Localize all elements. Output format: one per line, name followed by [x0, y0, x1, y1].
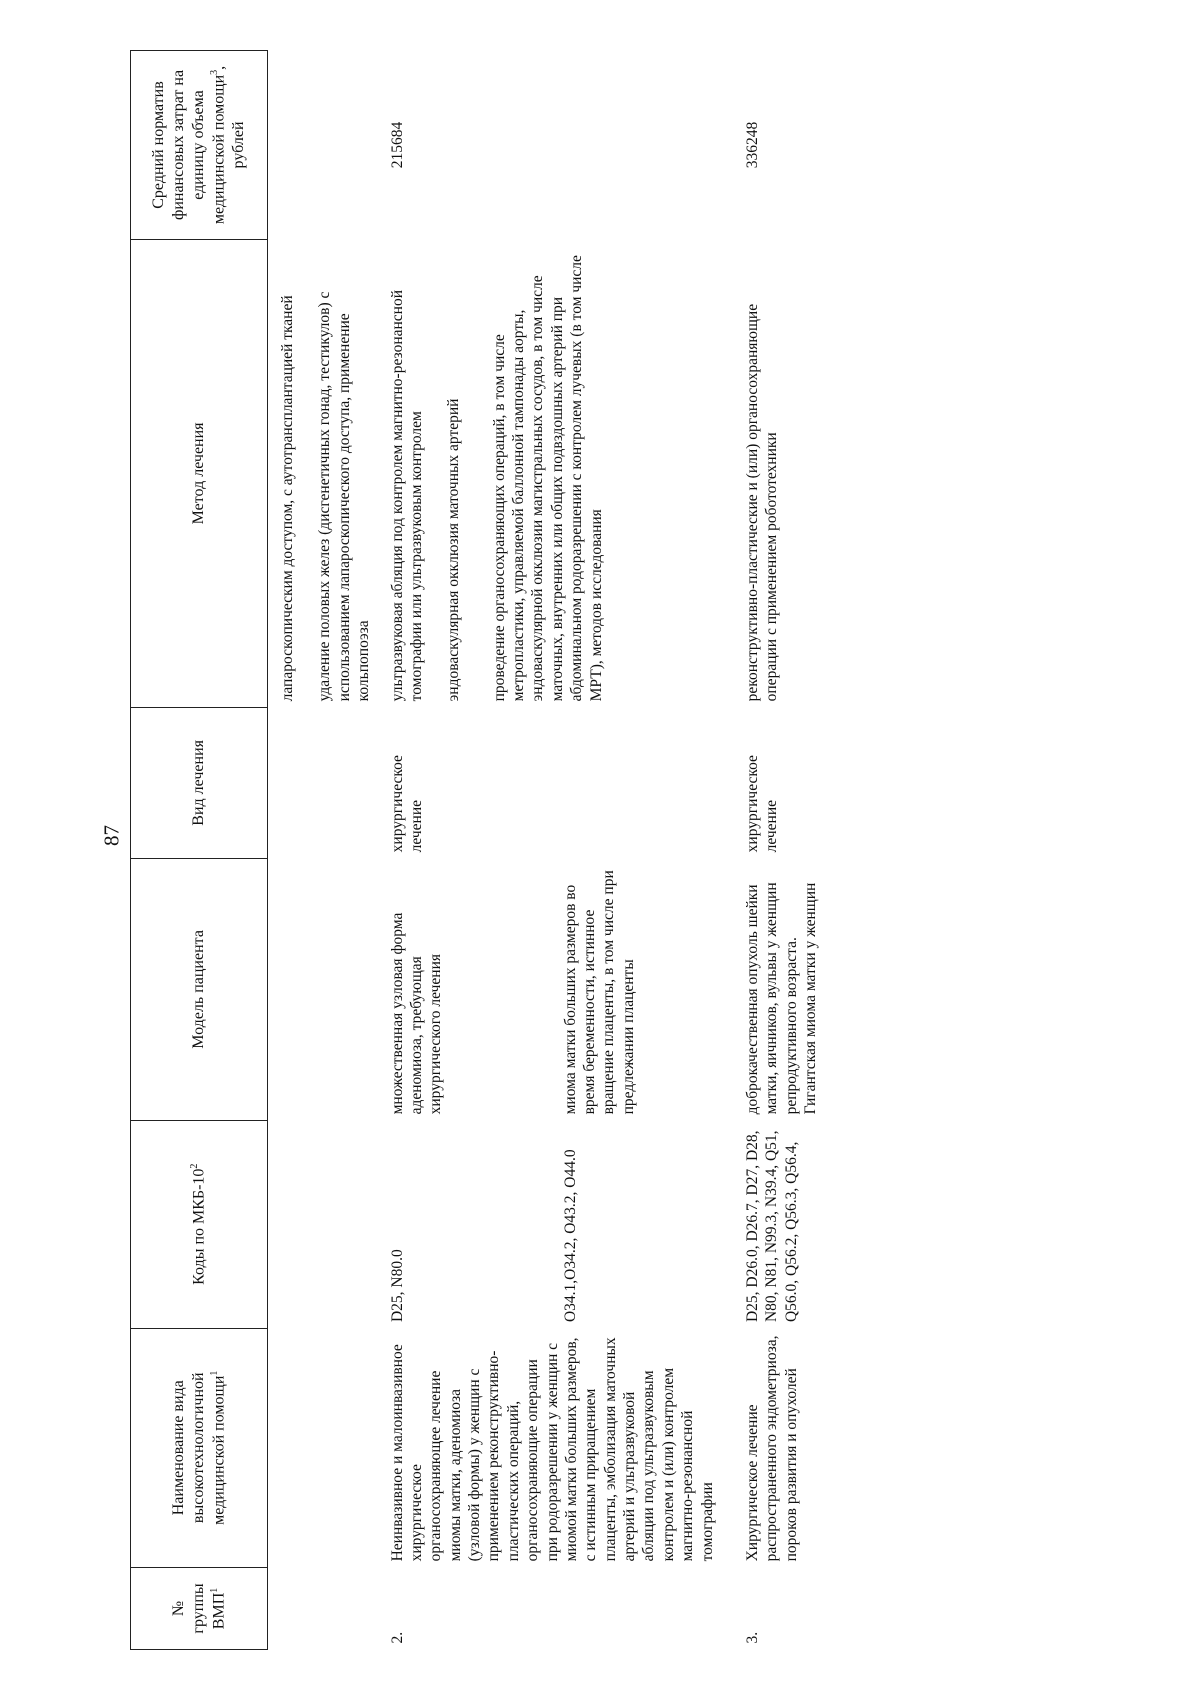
- cell-treatment-type: хирургическое лечение: [388, 755, 425, 853]
- table-row-continuation: [268, 51, 384, 1650]
- method-item: лапароскопическим доступом, с аутотрансплантацией тканей: [279, 295, 296, 702]
- cell-patient-model: [384, 858, 727, 1120]
- cell-cost: 215684: [388, 121, 406, 169]
- codes-part-a: D25, N80.0: [388, 1249, 406, 1323]
- cell-method-continuation: [268, 239, 384, 707]
- header-treatment-method: Метод лечения: [131, 239, 268, 707]
- cell-group-number: 2.: [388, 1631, 406, 1644]
- cell-care-type-name: [384, 1328, 727, 1567]
- table-row-group-3: [727, 51, 831, 1650]
- method-item: удаление половых желез (дисгенетичных гонад, тестикулов) с использованием лапароскопического доступа, применение кольпопоэза: [316, 291, 373, 702]
- header-patient-model: Модель пациента: [131, 858, 268, 1120]
- header-cost-standard: Средний норматив финансовых затрат на единицу объема медицинской помощи$^3$, рублей: [131, 51, 268, 240]
- table-header-row: [131, 51, 268, 1650]
- cell-treatment-type: хирургическое лечение: [743, 755, 781, 853]
- header-group-number: № группы ВМП$^1$: [131, 1567, 268, 1649]
- method-item: проведение органосохраняющих операций, в том числе метропластики, управляемой баллонной тампонады аорты, эндоваскулярной окклюзии магистральных сосудов, в том числе маточных, внутренних или общих подвздошных артерий при абдоминальном родоразрешении с контролем лучевых (в том числе МРТ), методов исследования: [490, 255, 605, 702]
- cell-patient-model: доброкачественная опухоль шейки матки, яичников, вульвы у женщин репродуктивного возраста. Гигантская миома матки у женщин: [743, 882, 819, 1115]
- header-icd-codes: Коды по МКБ-$10^2$: [131, 1120, 268, 1328]
- name-part-a: Неинвазивное и малоинвазивное хирургическое органосохраняющее лечение миомы матки, аденомиоза (узловой формы) у женщин с применением реконструктивно-пластических операций,: [388, 1344, 522, 1562]
- name-part-b: органосохраняющие операции при родоразрешении у женщин с миомой матки больших размеров, с истинным приращением плаценты, эмболизация маточных артерий и ультразвуковой абляции под ультразвуковым контролем и (или) контролем магнитно-резонансной томографии: [524, 1337, 716, 1562]
- codes-part-b: O34.1,O34.2, O43.2, O44.0: [561, 1149, 579, 1323]
- rotated-page-content: [130, 50, 1120, 1650]
- cell-care-type-name: Хирургическое лечение распространенного эндометриоза, пороков развития и опухолей: [743, 1335, 800, 1562]
- cell-treatment-method: [384, 239, 727, 707]
- model-part-b: миома матки больших размеров во время беременности, истинное вращение плаценты, в том числе при предлежании плаценты: [561, 870, 637, 1115]
- table-row-group-2: [384, 51, 727, 1650]
- cell-icd-codes: D25, D26.0, D26.7, D27, D28, N80, N81, N99.3, N39.4, Q51, Q56.0, Q56.2, Q56.3, Q56.4,: [743, 1130, 800, 1323]
- cell-cost: 336248: [743, 121, 761, 169]
- model-part-a: множественная узловая форма аденомиоза, требующая хирургического лечения: [388, 912, 445, 1115]
- method-item: эндоваскулярная окклюзия маточных артерий: [445, 398, 463, 702]
- cell-treatment-method: реконструктивно-пластические и (или) органосохраняющие операции с применением робототехники: [743, 303, 781, 702]
- header-care-type-name: Наименование вида высокотехнологичной медицинской помощи$^1$: [131, 1328, 268, 1567]
- page-number: 87: [99, 825, 124, 846]
- header-treatment-type: Вид лечения: [131, 707, 268, 858]
- method-item: ультразвуковая абляция под контролем магнитно-резонансной томографии или ультразвуковым контролем: [388, 289, 425, 702]
- cell-group-number: 3.: [743, 1631, 761, 1644]
- cell-icd-codes: [384, 1120, 727, 1328]
- vmp-table: [130, 50, 830, 1650]
